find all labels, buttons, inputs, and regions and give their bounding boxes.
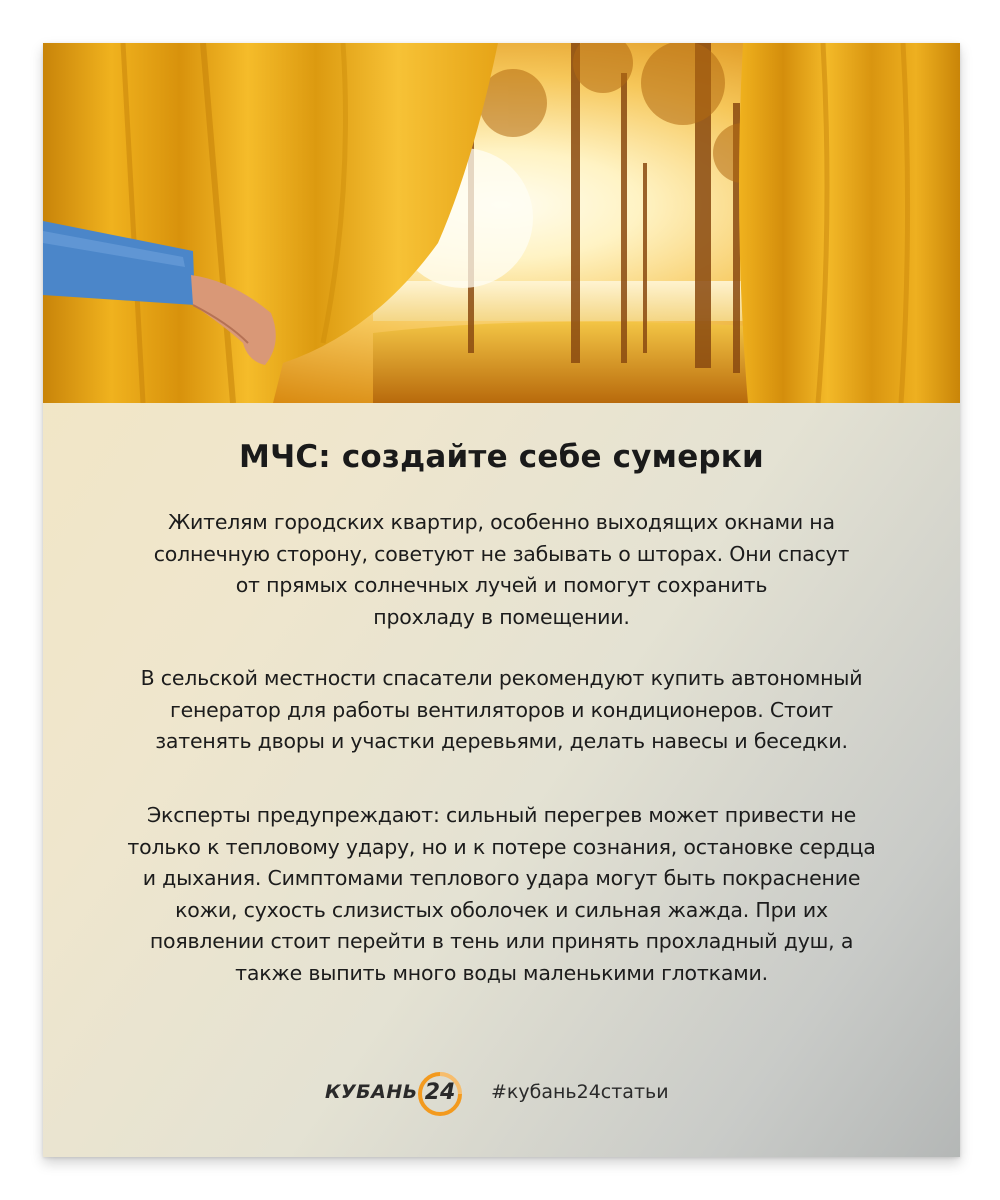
paragraph-2 xyxy=(63,663,940,758)
paragraph-line: и дыхания. Симптомами теплового удара могут быть покраснение xyxy=(142,866,861,890)
paragraph-line: Эксперты предупреждают: сильный перегрев может привести не xyxy=(146,803,857,827)
paragraph-line: Жителям городских квартир, особенно выходящих окнами на xyxy=(168,510,835,534)
paragraph-line: затенять дворы и участки деревьями, делать навесы и беседки. xyxy=(155,729,848,753)
hashtag-link[interactable]: #кубань24статьи xyxy=(491,1081,669,1103)
hero-image xyxy=(43,43,960,403)
paragraph-line: кожи, сухость слизистых оболочек и сильная жажда. При их xyxy=(175,897,828,922)
paragraph-line: только к тепловому удару, но и к потере сознания, остановке сердца xyxy=(127,834,876,859)
article-title: МЧС: создайте себе сумерки xyxy=(239,439,764,475)
paragraph-line: прохладу в помещении. xyxy=(373,604,630,629)
kuban24-logo xyxy=(325,1071,467,1117)
footer xyxy=(43,1065,960,1121)
paragraph-line: также выпить много воды маленькими глотками. xyxy=(235,960,768,985)
paragraph-line: В сельской местности спасатели рекомендуют купить автономный xyxy=(140,666,863,690)
paragraph-line: солнечную сторону, советуют не забывать о шторах. Они спасут xyxy=(153,541,850,566)
paragraph-line: генератор для работы вентиляторов и кондиционеров. Стоит xyxy=(170,697,833,722)
curtain-sunlit-forest-image xyxy=(43,43,960,403)
paragraph-1 xyxy=(63,507,940,633)
logo-text: КУБАНЬ xyxy=(325,1081,418,1103)
paragraph-3 xyxy=(63,800,940,989)
paragraph-line: от прямых солнечных лучей и помогут сохранить xyxy=(235,573,768,597)
article-card xyxy=(43,43,960,1157)
logo-number: 24 xyxy=(424,1080,456,1105)
paragraph-line: появлении стоит перейти в тень или принять прохладный душ, а xyxy=(149,929,854,953)
